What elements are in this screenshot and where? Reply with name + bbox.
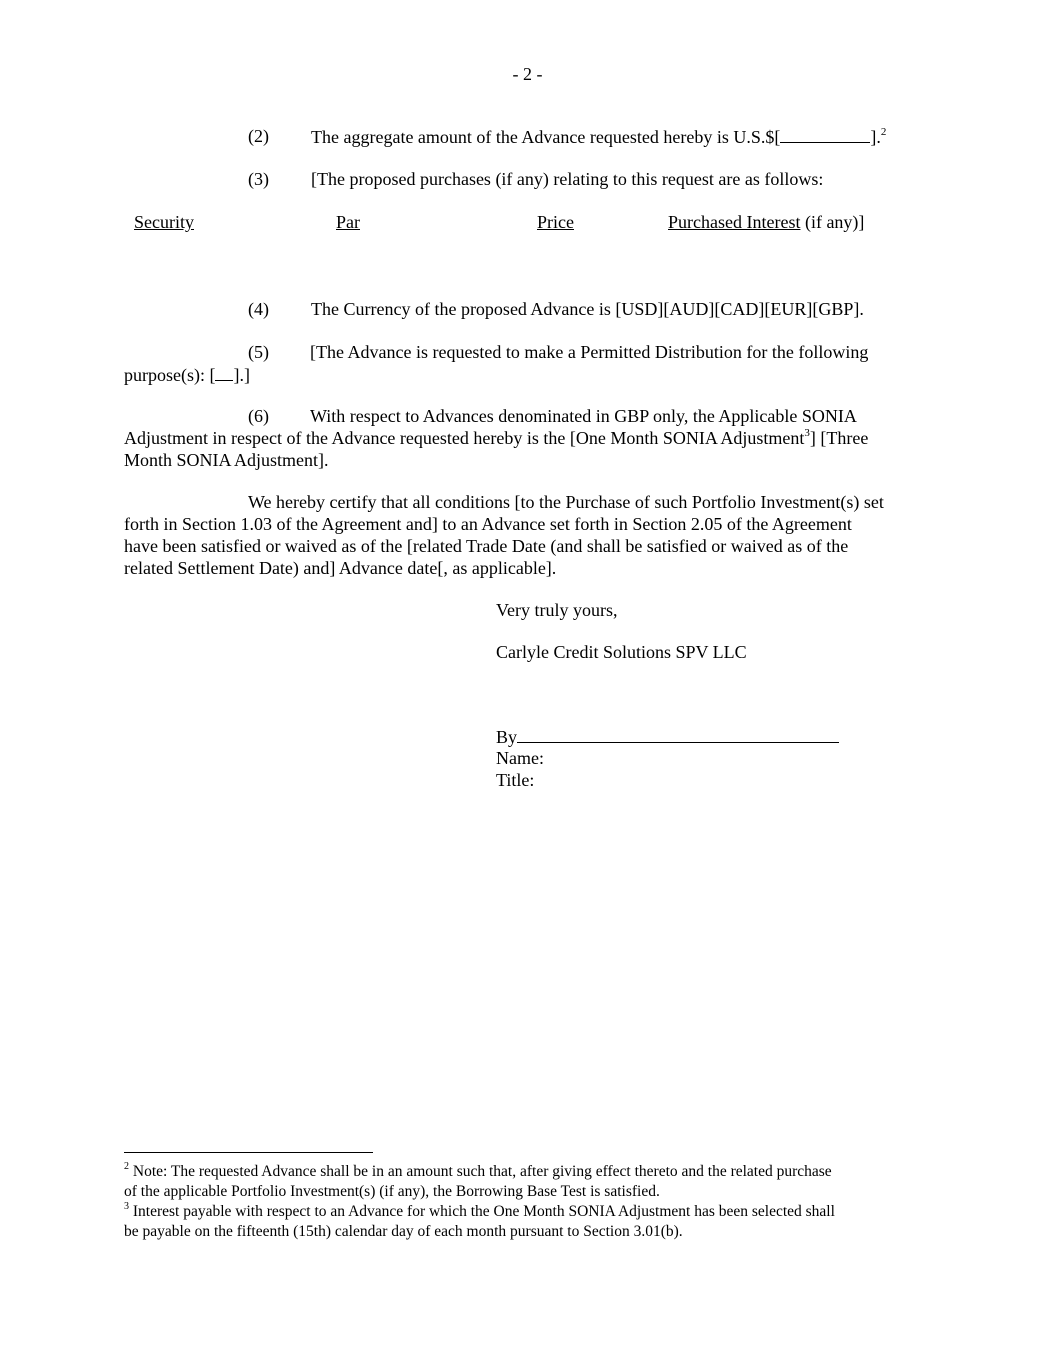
certification-line1: We hereby certify that all conditions [to the Purchase of such Portfolio Investment(s) set (248, 492, 884, 512)
column-header-security: Security (134, 212, 194, 232)
item-5-number: (5) (248, 342, 269, 362)
if-any-label: (if any)] (800, 212, 865, 232)
name-label: Name: (496, 748, 544, 768)
column-header-purchased-interest (668, 211, 864, 233)
item-5-paragraph (124, 341, 924, 386)
footnote-3-line2: be payable on the fifteenth (15th) calendar day of each month pursuant to Section 3.01(b). (124, 1223, 683, 1240)
item-6-text-line2: Adjustment in respect of the Advance requested hereby is the [One Month SONIA Adjustment (124, 428, 805, 448)
item-4-number: (4) (248, 299, 269, 319)
item-3-text: [The proposed purchases (if any) relating to this request are as follows: (311, 169, 824, 189)
item-5-text-line2: purpose(s): [ (124, 365, 216, 385)
item-5-text-close: ].] (233, 365, 250, 385)
item-2-close: ]. (870, 127, 881, 147)
column-header-price: Price (537, 212, 574, 232)
footnote-3-mark: 3 (124, 1200, 129, 1212)
signature-line (496, 725, 839, 748)
item-6-text-line3: Month SONIA Adjustment]. (124, 450, 329, 470)
footnote-3 (124, 1202, 924, 1242)
page-number: - 2 - (512, 64, 543, 84)
certification-line3: have been satisfied or waived as of the [related Trade Date (and shall be satisfied or waived as of the (124, 536, 849, 556)
footnote-separator (124, 1152, 373, 1153)
amount-blank (780, 125, 870, 143)
certification-line4: related Settlement Date) and] Advance date[, as applicable]. (124, 558, 557, 578)
column-header-par: Par (336, 212, 360, 232)
footnote-2-mark: 2 (124, 1160, 129, 1172)
certification-line2: forth in Section 1.03 of the Agreement and] to an Advance set forth in Section 2.05 of the Agreement (124, 514, 852, 534)
item-6-number: (6) (248, 406, 269, 426)
item-6-paragraph (124, 405, 924, 471)
item-5-text-line1: [The Advance is requested to make a Permitted Distribution for the following (310, 342, 869, 362)
item-6-text-line1: With respect to Advances denominated in GBP only, the Applicable SONIA (310, 406, 857, 426)
item-2-label: The aggregate amount of the Advance requested hereby is U.S.$[ (311, 127, 781, 147)
title-label: Title: (496, 770, 535, 790)
footnote-2-line1: Note: The requested Advance shall be in an amount such that, after giving effect thereto and the related purchase (129, 1163, 832, 1180)
footnote-ref-3: 3 (804, 427, 810, 439)
item-6-text-line2-end: ] [Three (809, 428, 869, 448)
purpose-blank (215, 363, 233, 381)
item-3-number: (3) (248, 169, 269, 189)
signature-blank (517, 725, 839, 743)
footnote-2 (124, 1162, 924, 1202)
item-2-number: (2) (248, 126, 269, 146)
footnote-2-line2: of the applicable Portfolio Investment(s) (if any), the Borrowing Base Test is satisfied. (124, 1183, 660, 1200)
by-label: By (496, 727, 518, 747)
item-2-text (311, 125, 886, 148)
item-4-text: The Currency of the proposed Advance is [USD][AUD][CAD][EUR][GBP]. (311, 299, 864, 319)
footnote-ref-2: 2 (880, 126, 887, 138)
footnote-3-line1: Interest payable with respect to an Advance for which the One Month SONIA Adjustment has been selected shall (129, 1203, 835, 1220)
purchased-interest-label: Purchased Interest (668, 212, 801, 232)
closing-salutation: Very truly yours, (496, 600, 618, 620)
certification-paragraph (124, 491, 924, 579)
company-name: Carlyle Credit Solutions SPV LLC (496, 642, 747, 662)
